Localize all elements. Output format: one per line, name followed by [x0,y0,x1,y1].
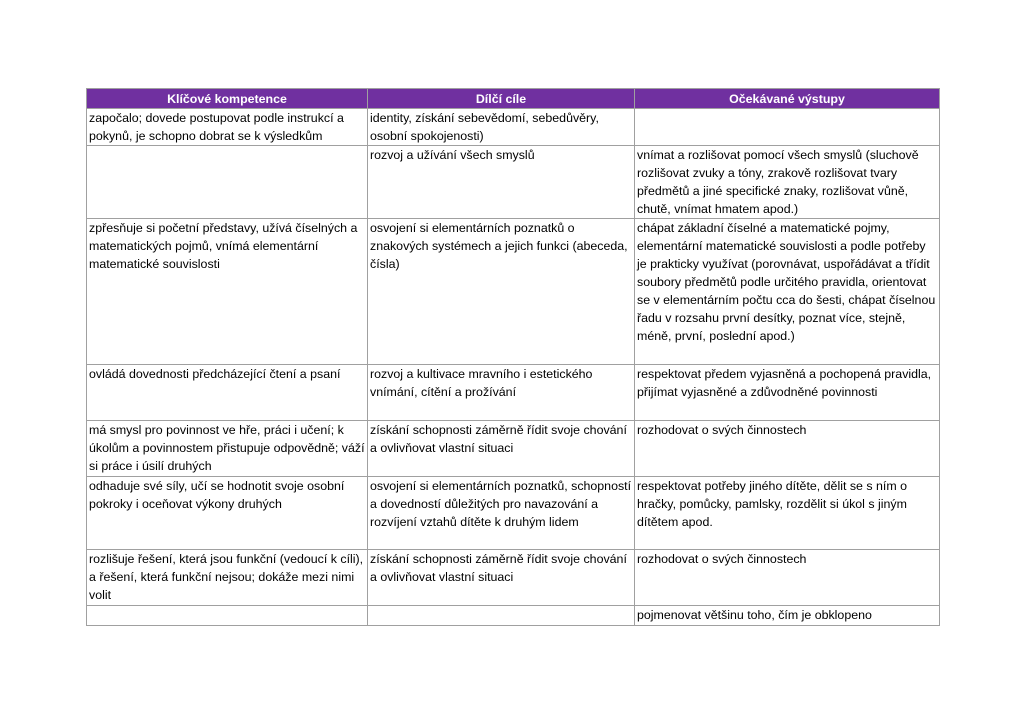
table-row [87,477,940,550]
table-cell [635,109,940,146]
table-cell: odhaduje své síly, učí se hodnotit svoje osobní pokroky i oceňovat výkony druhých [87,477,368,550]
table-row [87,550,940,606]
table-cell: rozhodovat o svých činnostech [635,550,940,606]
table-cell: vnímat a rozlišovat pomocí všech smyslů (sluchově rozlišovat zvuky a tóny, zrakově rozlišovat tvary předmětů a jiné specifické znaky, rozlišovat vůně, chutě, vnímat hmatem apod.) [635,146,940,219]
table-cell: započalo; dovede postupovat podle instrukcí a pokynů, je schopno dobrat se k výsledkům [87,109,368,146]
table-cell: rozlišuje řešení, která jsou funkční (vedoucí k cíli), a řešení, která funkční nejsou; dokáže mezi nimi volit [87,550,368,606]
table-cell: rozvoj a užívání všech smyslů [368,146,635,219]
table-row [87,421,940,477]
table-cell: respektovat potřeby jiného dítěte, dělit se s ním o hračky, pomůcky, pamlsky, rozdělit si úkol s jiným dítětem apod. [635,477,940,550]
table-row [87,146,940,219]
header-sub-goals: Dílčí cíle [368,89,635,109]
table-row [87,606,940,626]
table-row [87,219,940,365]
table-cell [87,606,368,626]
table-cell [87,146,368,219]
table-row [87,109,940,146]
table-cell: rozvoj a kultivace mravního i estetického vnímání, cítění a prožívání [368,365,635,421]
header-expected-outputs: Očekávané výstupy [635,89,940,109]
table-cell: má smysl pro povinnost ve hře, práci i učení; k úkolům a povinnostem přistupuje odpovědně; váží si práce i úsilí druhých [87,421,368,477]
table-cell: rozhodovat o svých činnostech [635,421,940,477]
table-cell: respektovat předem vyjasněná a pochopená pravidla, přijímat vyjasněné a zdůvodněné povinnosti [635,365,940,421]
table-cell: získání schopnosti záměrně řídit svoje chování a ovlivňovat vlastní situaci [368,421,635,477]
table-cell: osvojení si elementárních poznatků o znakových systémech a jejich funkci (abeceda, čísla) [368,219,635,365]
table-header-row [87,89,940,109]
table-cell: osvojení si elementárních poznatků, schopností a dovedností důležitých pro navazování a rozvíjení vztahů dítěte k druhým lidem [368,477,635,550]
table-cell: ovládá dovednosti předcházející čtení a psaní [87,365,368,421]
table-cell [368,606,635,626]
table-cell: získání schopnosti záměrně řídit svoje chování a ovlivňovat vlastní situaci [368,550,635,606]
table-cell: identity, získání sebevědomí, sebedůvěry, osobní spokojenosti) [368,109,635,146]
table-cell: chápat základní číselné a matematické pojmy, elementární matematické souvislosti a podle potřeby je prakticky využívat (porovnávat, uspořádávat a třídit soubory předmětů podle určitého pravidla, orientovat se v elementárním počtu cca do šesti, chápat číselnou řadu v rozsahu první desítky, poznat více, stejně, méně, první, poslední apod.) [635,219,940,365]
header-key-competences: Klíčové kompetence [87,89,368,109]
table-row [87,365,940,421]
table-cell: zpřesňuje si početní představy, užívá číselných a matematických pojmů, vnímá elementární matematické souvislosti [87,219,368,365]
table-cell: pojmenovat většinu toho, čím je obklopeno [635,606,940,626]
competencies-table [86,88,940,626]
